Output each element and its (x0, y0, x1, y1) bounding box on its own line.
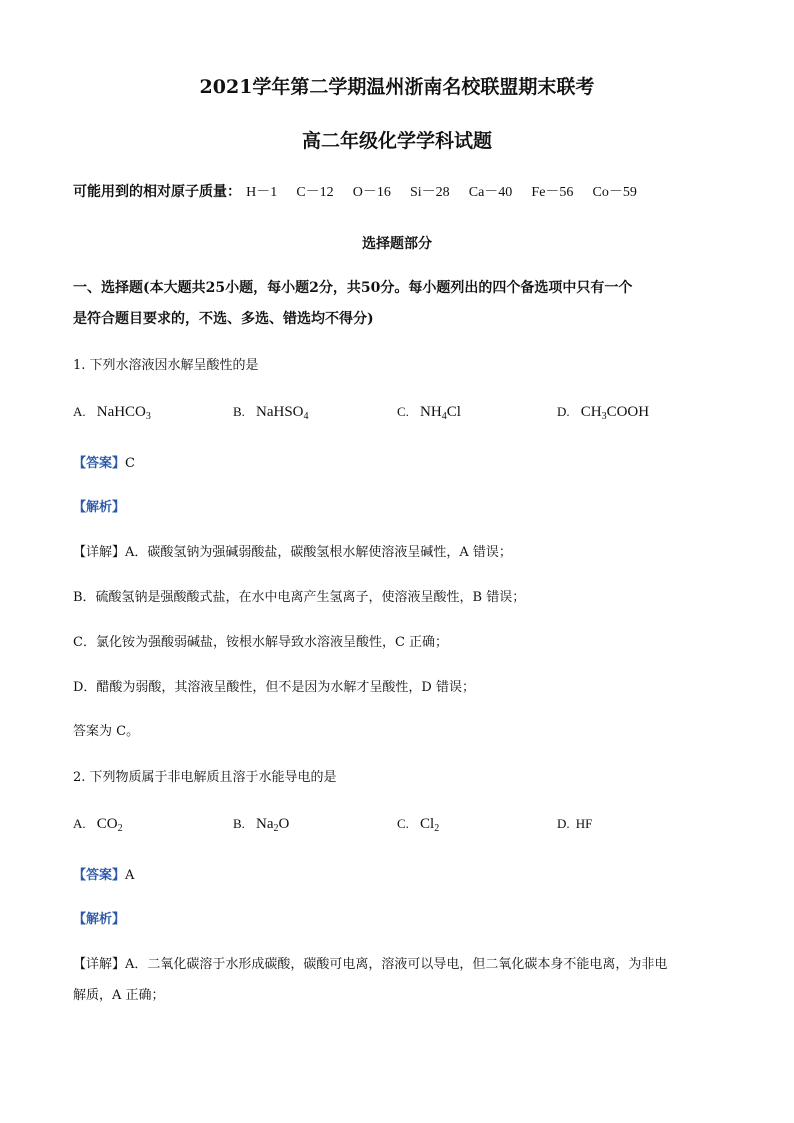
q1-option-b (233, 401, 309, 421)
q1-conclusion: 答案为 C。 (73, 724, 140, 739)
formula-sub: 3 (601, 411, 607, 422)
question-1-stem: 1. 下列水溶液因水解呈酸性的是 (73, 358, 259, 373)
formula-main: NaHCO (96, 404, 146, 420)
q1-detail-d: D．醋酸为弱酸，其溶液呈酸性，但不是因为水解才呈酸性，D 错误； (73, 680, 475, 695)
exam-title: 2021学年第二学期温州浙南名校联盟期末联考 (199, 76, 595, 98)
atomic-mass-item: H－1 (246, 185, 278, 200)
q2-analysis (73, 908, 125, 927)
option-letter: D. (557, 816, 570, 831)
section-heading: 选择题部分 (362, 236, 432, 252)
answer-value: C (125, 456, 135, 471)
answer-value: A (125, 868, 135, 883)
formula-sub: 4 (441, 411, 447, 422)
q1-detail-a (73, 541, 512, 560)
option-letter: A. (73, 816, 86, 831)
q1-option-d (557, 401, 649, 421)
atomic-mass-list (246, 181, 651, 200)
formula-main: CH (580, 404, 602, 420)
atomic-mass-item: Ca－40 (468, 185, 513, 200)
atomic-mass-line (73, 181, 651, 201)
option-letter: A. (73, 404, 86, 419)
detail-label: 【详解】 (73, 545, 126, 560)
option-letter: B. (233, 816, 245, 831)
q2-option-c (397, 813, 439, 833)
formula-sub: 3 (145, 411, 151, 422)
analysis-label: 【解析】 (73, 912, 126, 927)
formula-sub: 2 (117, 823, 123, 834)
answer-label: 【答案】 (73, 868, 126, 883)
q1-option-c (397, 401, 461, 421)
q2-detail-a-line1 (73, 953, 667, 972)
exam-subtitle: 高二年级化学学科试题 (301, 130, 492, 152)
q1-analysis (73, 496, 125, 515)
formula-tail: Cl (446, 404, 461, 420)
option-letter: B. (233, 404, 245, 419)
atomic-mass-item: C－12 (296, 185, 334, 200)
atomic-mass-item: Co－59 (592, 185, 637, 200)
atomic-mass-item: Fe－56 (531, 185, 574, 200)
detail-label: 【详解】 (73, 957, 126, 972)
atomic-mass-item: Si－28 (409, 185, 450, 200)
analysis-label: 【解析】 (73, 500, 126, 515)
q1-answer (73, 452, 135, 471)
atomic-mass-item: O－16 (352, 185, 391, 200)
option-letter: D. (557, 404, 570, 419)
question-2-stem: 2. 下列物质属于非电解质且溶于水能导电的是 (73, 770, 337, 785)
formula-sub: 2 (434, 823, 440, 834)
atomic-mass-label: 可能用到的相对原子质量： (73, 184, 241, 200)
answer-label: 【答案】 (73, 456, 126, 471)
q2-answer (73, 864, 134, 883)
formula-tail: COOH (606, 404, 650, 420)
q1-option-a (73, 401, 151, 421)
q2-option-d (557, 813, 592, 832)
section-instruction-line1: 一、选择题(本大题共25小题，每小题2分，共50分。每小题列出的四个备选项中只有一个 (73, 280, 633, 296)
q2-option-a (73, 813, 123, 833)
option-letter: C. (397, 404, 409, 419)
formula-sub: 2 (273, 823, 279, 834)
section-instruction-line2: 是符合题目要求的，不选、多选、错选均不得分) (73, 311, 374, 327)
detail-text: A．二氧化碳溶于水形成碳酸，碳酸可电离，溶液可以导电，但二氧化碳本身不能电离，为非电 (125, 957, 668, 972)
formula-main: HF (575, 816, 593, 831)
formula-main: Cl (420, 816, 435, 832)
q2-detail-a-line2: 解质，A 正确； (73, 988, 165, 1003)
q2-option-b (233, 813, 289, 833)
formula-sub: 4 (303, 411, 309, 422)
q1-detail-c: C．氯化铵为强酸弱碱盐，铵根水解导致水溶液呈酸性，C 正确； (73, 635, 449, 650)
formula-main: NH (420, 404, 442, 420)
detail-text: A．碳酸氢钠为强碱弱酸盐，碳酸氢根水解使溶液呈碱性，A 错误； (125, 545, 512, 560)
formula-tail: O (278, 816, 290, 832)
formula-main: CO (96, 816, 118, 832)
formula-main: NaHSO (256, 404, 304, 420)
option-letter: C. (397, 816, 409, 831)
formula-main: Na (256, 816, 274, 832)
q1-detail-b: B．硫酸氢钠是强酸酸式盐，在水中电离产生氢离子，使溶液呈酸性，B 错误； (73, 590, 526, 605)
